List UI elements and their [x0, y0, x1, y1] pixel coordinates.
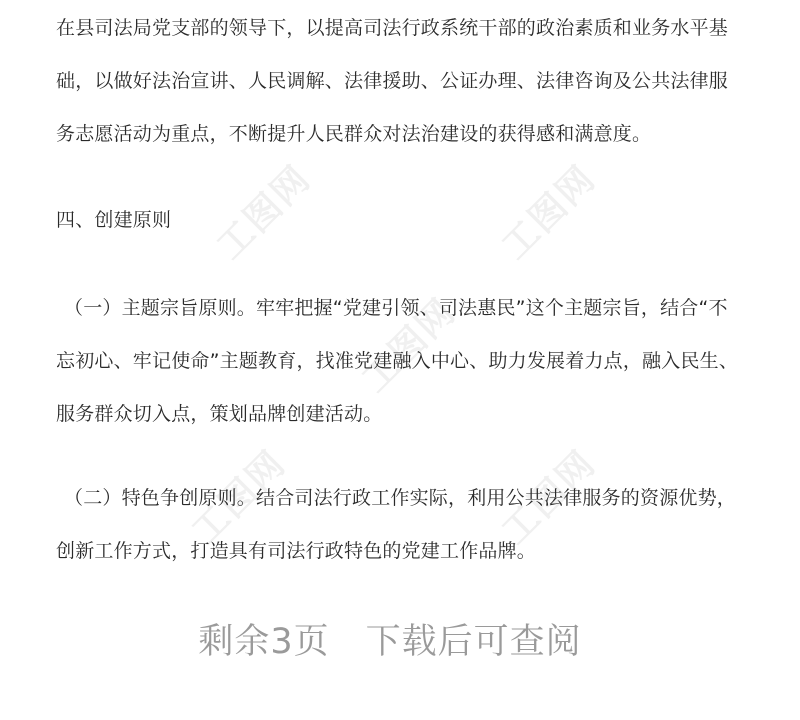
watermark: 工图网 — [184, 442, 294, 553]
intro-line: 在县司法局党支部的领导下，以提高司法行政系统干部的政治素质和业务水平基 — [56, 17, 729, 39]
principle-2-paragraph — [56, 472, 756, 578]
principle-1-line: 忘初心、牢记使命”主题教育，找准党建融入中心、助力发展着力点，融入民生、 — [56, 350, 739, 372]
watermark: 工图网 — [494, 442, 604, 553]
download-to-view-button[interactable] — [0, 614, 780, 664]
intro-paragraph — [56, 2, 756, 161]
section-heading — [56, 194, 756, 247]
intro-line: 务志愿活动为重点，不断提升人民群众对法治建设的获得感和满意度。 — [56, 123, 652, 145]
watermark: 工图网 — [209, 157, 319, 268]
principle-1-line: （一）主题宗旨原则。牢牢把握“党建引领、司法惠民”这个主题宗旨，结合“不 — [64, 297, 728, 319]
principle-1-line: 服务群众切入点，策划品牌创建活动。 — [56, 403, 383, 425]
intro-line: 础，以做好法治宣讲、人民调解、法律援助、公证办理、法律咨询及公共法律服 — [56, 70, 729, 92]
section-heading-text: 四、创建原则 — [56, 209, 172, 231]
principle-2-line: 创新工作方式，打造具有司法行政特色的党建工作品牌。 — [56, 540, 537, 562]
principle-2-line: （二）特色争创原则。结合司法行政工作实际，利用公共法律服务的资源优势， — [64, 487, 737, 509]
remaining-pages-label: 剩余3页 — [198, 622, 330, 662]
download-label: 下载后可查阅 — [365, 622, 582, 662]
watermark: 工图网 — [494, 157, 604, 268]
watermark: 工图网 — [354, 290, 464, 401]
principle-1-paragraph — [56, 282, 756, 441]
